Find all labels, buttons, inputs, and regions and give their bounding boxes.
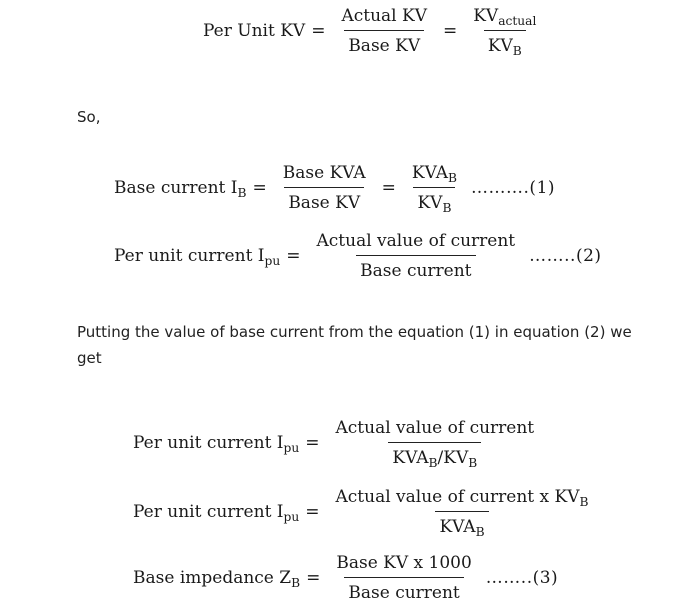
numerator-subscript: B <box>579 495 589 510</box>
equation-label <box>133 568 301 591</box>
fraction-actual-over-base-kv <box>337 6 431 56</box>
label-subscript: pu <box>264 254 281 269</box>
label-main: Per unit current I <box>114 246 265 266</box>
denominator-part-b: /KV <box>437 448 469 468</box>
equation-number-2: ……..(2) <box>529 246 602 266</box>
equals-sign: = <box>286 246 301 266</box>
label-main: Base current I <box>114 178 238 198</box>
equation-label: Per Unit KV <box>203 21 306 41</box>
numerator-main: KV <box>473 6 499 26</box>
label-main: Base impedance Z <box>133 568 292 588</box>
equals-sign: = <box>305 502 320 522</box>
denominator-part-a-subscript: B <box>428 456 438 471</box>
label-subscript: pu <box>283 510 300 525</box>
so-text: So, <box>77 108 101 126</box>
equation-base-current <box>114 163 556 216</box>
equals-sign: = <box>311 21 326 41</box>
equation-base-impedance <box>133 553 558 603</box>
equation-label <box>133 433 300 456</box>
fraction-base-kv-1000-over-base-current <box>332 553 475 603</box>
numerator: Base KVA <box>282 163 366 183</box>
denominator: Base current <box>344 577 463 603</box>
numerator-subscript: B <box>448 171 458 186</box>
fraction-actual-over-base-current <box>313 231 520 281</box>
denominator-main: KVA <box>439 517 476 537</box>
fraction-kv-actual-over-kv-b <box>469 6 540 59</box>
fraction-kva-b-over-kv-b <box>408 163 461 216</box>
equals-sign: = <box>305 433 320 453</box>
equation-per-unit-kv <box>203 6 546 59</box>
denominator: Base KV <box>344 30 424 56</box>
numerator-main: Actual value of current x KV <box>335 487 580 507</box>
equation-number-1: ……….(1) <box>471 178 556 198</box>
denominator <box>388 442 481 471</box>
denominator-part-b-subscript: B <box>468 456 478 471</box>
equation-per-unit-current-substituted <box>133 418 544 471</box>
equation-per-unit-current-final <box>133 487 599 540</box>
label-main: Per unit current I <box>133 502 284 522</box>
equation-per-unit-current <box>114 231 602 281</box>
denominator: Base current <box>356 255 475 281</box>
denominator-part-a: KVA <box>392 448 429 468</box>
denominator-main: KV <box>487 36 513 56</box>
numerator: Actual KV <box>341 6 427 26</box>
label-subscript: B <box>237 186 247 201</box>
numerator <box>332 487 593 511</box>
numerator: Actual value of current <box>316 231 516 251</box>
denominator: Base KV <box>284 187 364 213</box>
denominator-subscript: B <box>512 44 522 59</box>
numerator-main: KVA <box>411 163 449 183</box>
denominator <box>413 187 455 216</box>
equals-sign: = <box>306 568 321 588</box>
numerator <box>408 163 461 187</box>
equals-sign: = <box>381 178 396 198</box>
fraction-actual-over-kva-kv <box>332 418 539 471</box>
body-paragraph: Putting the value of base current from the equation (1) in equation (2) we get <box>77 323 632 367</box>
denominator <box>435 511 488 540</box>
numerator <box>469 6 540 30</box>
equals-sign: = <box>442 21 458 41</box>
equation-label <box>114 178 247 201</box>
denominator-subscript: B <box>442 201 452 216</box>
denominator-main: KV <box>417 193 443 213</box>
fraction-base-kva-over-base-kv <box>279 163 370 213</box>
equation-label <box>133 502 300 525</box>
label-subscript: pu <box>283 441 300 456</box>
numerator: Base KV x 1000 <box>336 553 472 573</box>
denominator <box>484 30 526 59</box>
numerator-subscript: actual <box>498 14 537 29</box>
equals-sign: = <box>252 178 267 198</box>
equation-number-3: ……..(3) <box>485 568 559 588</box>
label-main: Per unit current I <box>133 433 284 453</box>
numerator: Actual value of current <box>335 418 535 438</box>
denominator-subscript: B <box>475 525 485 540</box>
equation-label <box>114 246 281 269</box>
fraction-actual-times-kv-over-kva <box>332 487 593 540</box>
label-subscript: B <box>291 576 301 591</box>
